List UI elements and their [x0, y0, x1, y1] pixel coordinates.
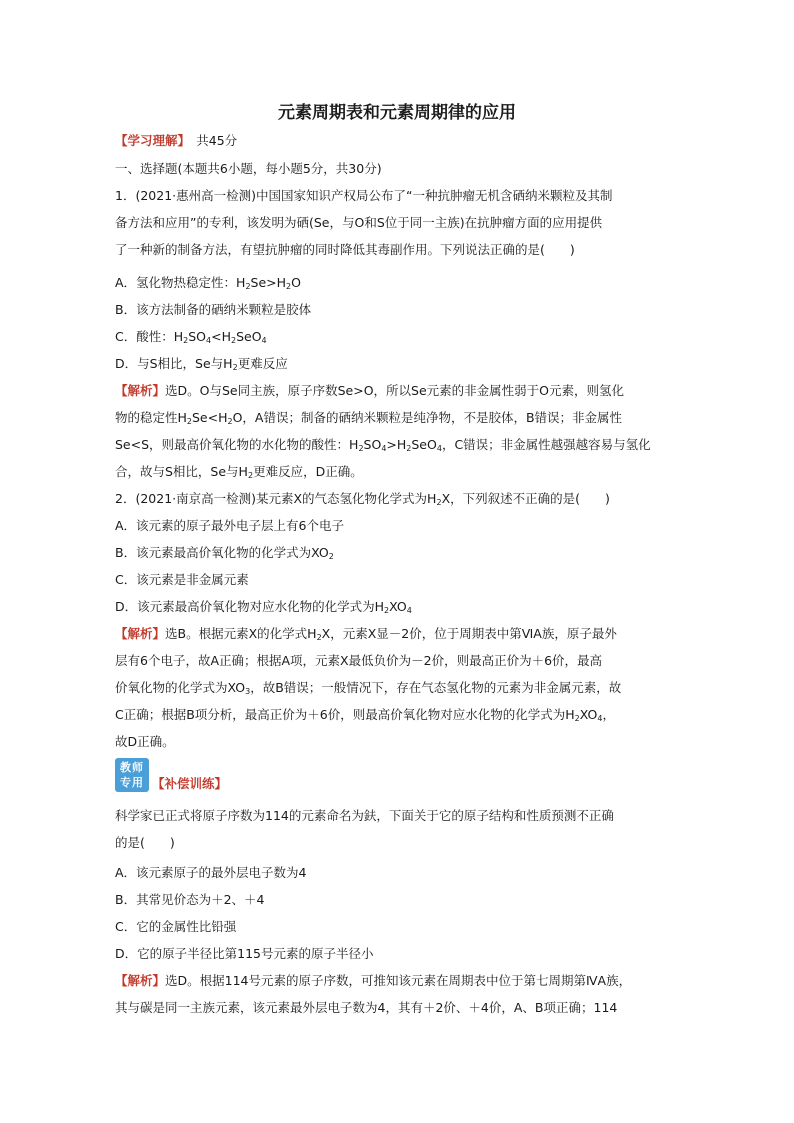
- analysis-tag: 【解析】: [115, 383, 166, 398]
- bc-analysis-line2: 其与碳是同一主族元素，该元素最外层电子数为4，其有＋2价、＋4价，A、B项正确；114: [115, 1000, 618, 1015]
- q1-analysis-line2: 物的稳定性$H_2Se<H_2O$，A错误；制备的硒纳米颗粒是纯净物，不是胶体，B错误；非金属性: [115, 410, 623, 426]
- q2-line1: 2．(2021·南京高一检测)某元素X的气态氢化物化学式为$H_2X$，下列叙述不正确的是( ): [115, 491, 610, 507]
- page-title: 元素周期表和元素周期律的应用: [278, 103, 516, 123]
- answer: 选D: [165, 973, 188, 988]
- q1-analysis-line4: 合，故与S相比，Se与$H_2$更难反应，D正确。: [115, 464, 363, 480]
- q1-option-b: B．该方法制备的硒纳米颗粒是胶体: [115, 302, 312, 317]
- q2-option-d: D．该元素最高价氧化物对应水化物的化学式为$H_2XO_4$: [115, 599, 412, 615]
- section-heading: 一、选择题(本题共6小题，每小题5分，共30分): [115, 161, 382, 176]
- q1-line1: 1．(2021·惠州高一检测)中国国家知识产权局公布了“一种抗肿瘤无机含硒纳米颗粒及其制: [115, 188, 613, 203]
- q2-option-a: A．该元素的原子最外电子层上有6个电子: [115, 518, 345, 533]
- bc-option-a: A．该元素原子的最外层电子数为4: [115, 865, 307, 880]
- q2-analysis-line2: 层有6个电子，故A正确；根据A项，元素X最低负价为－2价，则最高正价为＋6价，最高: [115, 653, 603, 668]
- q2-analysis-line4: C正确；根据B项分析，最高正价为＋6价，则最高价氧化物对应水化物的化学式为$H_2XO_4$，: [115, 707, 615, 723]
- q1-line2: 备方法和应用”的专利，该发明为硒(Se，与O和S位于同一主族)在抗肿瘤方面的应用提供: [115, 215, 603, 230]
- teacher-only-badge-icon: 教师 专用: [115, 758, 149, 792]
- q1-option-a: A．氢化物热稳定性：$H_2Se>H_2O$: [115, 275, 301, 291]
- bc-tag: 【补偿训练】: [152, 776, 228, 791]
- answer: 选D: [165, 383, 188, 398]
- answer: 选B: [165, 626, 187, 641]
- q1-analysis-line3: Se<S，则最高价氧化物的水化物的酸性：$H_2SO_4>H_2SeO_4$，C错误；非金属性越强越容易与氢化: [115, 437, 651, 453]
- q1-line3: 了一种新的制备方法，有望抗肿瘤的同时降低其毒副作用。下列说法正确的是( ): [115, 242, 575, 257]
- q2-option-b: B．该元素最高价氧化物的化学式为$XO_2$: [115, 545, 334, 561]
- bc-option-b: B．其常见价态为＋2、＋4: [115, 892, 265, 907]
- bc-analysis-line1: 【解析】选D。根据114号元素的原子序数，可推知该元素在周期表中位于第七周期第ⅣA族，: [115, 973, 632, 988]
- q2-option-c: C．该元素是非金属元素: [115, 572, 249, 587]
- q2-analysis-line1: 【解析】选B。根据元素X的化学式$H_2X$，元素X显－2价，位于周期表中第ⅥA族，原子最外: [115, 626, 617, 642]
- analysis-tag: 【解析】: [115, 973, 166, 988]
- section-header: [115, 132, 237, 150]
- q1-option-c: C．酸性：$H_2SO_4<H_2SeO_4$: [115, 329, 267, 345]
- section-tag: 【学习理解】: [115, 133, 184, 148]
- bc-line2: 的是( ): [115, 835, 175, 850]
- q1-option-d: D．与S相比，Se与$H_2$更难反应: [115, 356, 288, 372]
- bc-line1: 科学家已正式将原子序数为114的元素命名为鈇，下面关于它的原子结构和性质预测不正确: [115, 808, 614, 823]
- section-score: 共45分: [183, 133, 238, 148]
- bc-option-d: D．它的原子半径比第115号元素的原子半径小: [115, 946, 374, 961]
- bc-option-c: C．它的金属性比铅强: [115, 919, 237, 934]
- analysis-tag: 【解析】: [115, 626, 166, 641]
- q1-analysis-line1: 【解析】选D。O与Se同主族，原子序数Se>O，所以Se元素的非金属性弱于O元素，则氢化: [115, 383, 625, 398]
- q2-analysis-line3: 价氧化物的化学式为$XO_3$，故B错误；一般情况下，存在气态氢化物的元素为非金属元素，故: [115, 680, 622, 696]
- q2-analysis-line5: 故D正确。: [115, 734, 175, 749]
